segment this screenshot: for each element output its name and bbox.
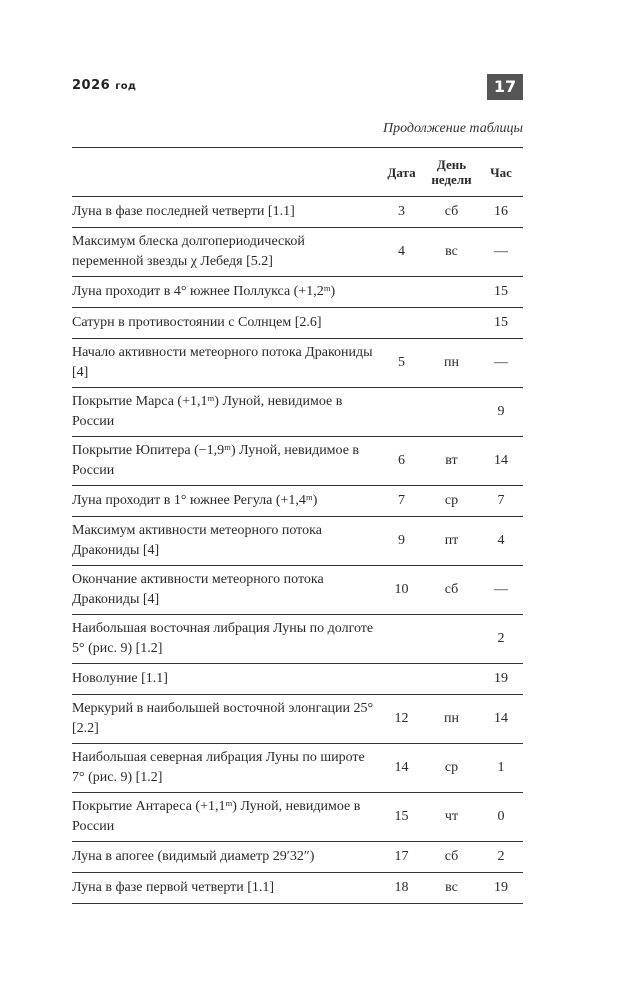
event-cell: Покрытие Антареса (+1,1ᵐ) Луной, невидимое в России: [72, 799, 361, 834]
dow-cell: вс: [445, 880, 458, 895]
table-row: [72, 664, 523, 695]
header-date: Дата: [387, 164, 416, 180]
hour-cell: 0: [497, 809, 505, 824]
event-cell: Максимум блеска долгопериодической переменной звезды χ Лебедя [5.2]: [72, 234, 305, 269]
header-day-of-week: [424, 157, 479, 187]
table-row: [72, 873, 523, 904]
dow-cell: ср: [444, 760, 459, 775]
dow-cell: сб: [444, 204, 459, 219]
dow-cell: ср: [444, 493, 459, 508]
date-cell: 9: [398, 533, 405, 548]
table-row: [72, 308, 523, 339]
hour-cell: 2: [497, 631, 505, 646]
hour-cell: 14: [494, 711, 508, 726]
table-row: [72, 744, 523, 793]
date-cell: 5: [398, 355, 405, 370]
dow-cell: сб: [444, 849, 459, 864]
hour-cell: 1: [497, 760, 505, 775]
event-cell: Луна проходит в 1° южнее Регула (+1,4ᵐ): [72, 493, 318, 508]
table-row: [72, 197, 523, 228]
header-year-suffix: год: [115, 81, 137, 92]
event-cell: Луна в апогее (видимый диаметр 29′32″): [72, 849, 315, 864]
event-cell: Новолуние [1.1]: [72, 671, 168, 686]
dow-cell: вс: [445, 244, 458, 259]
date-cell: 4: [398, 244, 405, 259]
date-cell: 17: [394, 849, 409, 864]
table-row: [72, 842, 523, 873]
event-cell: Луна проходит в 4° южнее Поллукса (+1,2ᵐ): [72, 284, 336, 299]
event-cell: Начало активности метеорного потока Дракониды [4]: [72, 345, 373, 380]
dow-cell: пн: [444, 355, 459, 370]
event-cell: Меркурий в наибольшей восточной элонгации 25° [2.2]: [72, 701, 374, 736]
table-header: [72, 147, 523, 197]
table-row: [72, 437, 523, 486]
hour-cell: 2: [497, 849, 505, 864]
event-cell: Максимум активности метеорного потока Дракониды [4]: [72, 523, 322, 558]
header-dow-line1: День: [436, 157, 467, 172]
event-cell: Сатурн в противостоянии с Солнцем [2.6]: [72, 315, 322, 330]
date-cell: 12: [394, 711, 409, 726]
hour-cell: 19: [494, 880, 508, 895]
table-row: [72, 793, 523, 842]
event-cell: Покрытие Юпитера (−1,9ᵐ) Луной, невидимое в России: [72, 443, 360, 478]
table-row: [72, 388, 523, 437]
dow-cell: сб: [444, 582, 459, 597]
events-table: [72, 147, 523, 904]
dow-cell: вт: [445, 453, 458, 468]
hour-cell: 7: [497, 493, 505, 508]
event-cell: Луна в фазе последней четверти [1.1]: [72, 204, 295, 219]
date-cell: 18: [394, 880, 409, 895]
table-row: [72, 695, 523, 744]
date-cell: 7: [398, 493, 405, 508]
table-row: [72, 486, 523, 517]
event-cell: Окончание активности метеорного потока Дракониды [4]: [72, 572, 324, 607]
event-cell: Наибольшая восточная либрация Луны по долготе 5° (рис. 9) [1.2]: [72, 621, 374, 656]
table-continuation-caption: Продолжение таблицы: [382, 121, 523, 136]
header-dow-line2: недели: [431, 172, 472, 187]
page-number: 17: [487, 74, 523, 100]
dow-cell: чт: [444, 809, 459, 824]
date-cell: 15: [394, 809, 409, 824]
event-cell: Покрытие Марса (+1,1ᵐ) Луной, невидимое в России: [72, 394, 343, 429]
table-row: [72, 339, 523, 388]
hour-cell: 15: [494, 284, 508, 299]
table-row: [72, 615, 523, 664]
table-row: [72, 277, 523, 308]
hour-cell: 19: [494, 671, 508, 686]
dow-cell: пт: [444, 533, 459, 548]
hour-cell: 15: [494, 315, 508, 330]
hour-cell: 4: [497, 533, 505, 548]
running-header: [72, 78, 136, 93]
event-cell: Наибольшая северная либрация Луны по широте 7° (рис. 9) [1.2]: [72, 750, 365, 785]
hour-cell: —: [494, 355, 508, 370]
table-row: [72, 517, 523, 566]
hour-cell: —: [494, 582, 508, 597]
header-year: 2026: [72, 78, 111, 93]
header-hour: Час: [490, 164, 512, 180]
dow-cell: пн: [444, 711, 459, 726]
table-row: [72, 228, 523, 277]
date-cell: 14: [394, 760, 409, 775]
hour-cell: 16: [494, 204, 508, 219]
date-cell: 3: [398, 204, 405, 219]
hour-cell: 14: [494, 453, 508, 468]
date-cell: 10: [394, 582, 409, 597]
date-cell: 6: [398, 453, 405, 468]
hour-cell: —: [494, 244, 508, 259]
event-cell: Луна в фазе первой четверти [1.1]: [72, 880, 275, 895]
hour-cell: 9: [497, 404, 505, 419]
table-row: [72, 566, 523, 615]
